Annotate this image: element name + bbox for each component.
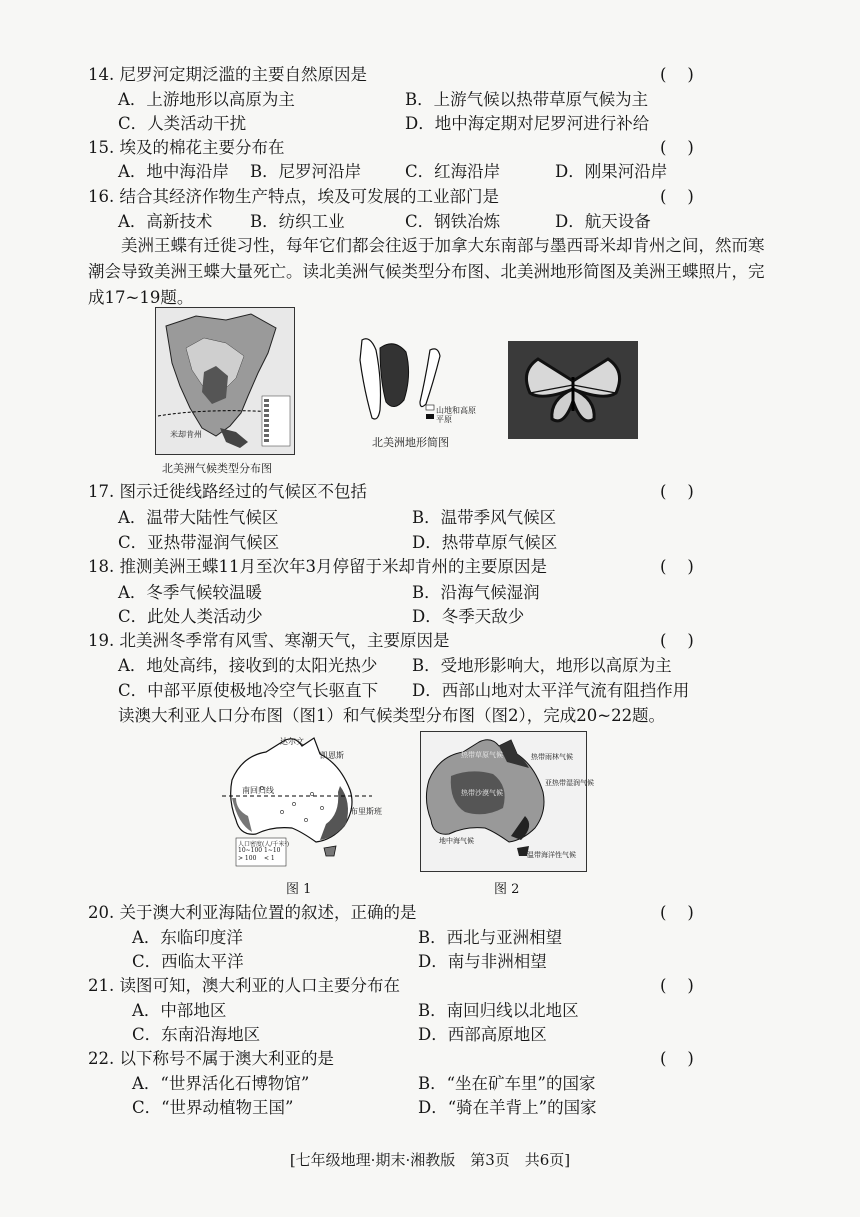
option-20c[interactable]: C．西临太平洋 xyxy=(132,952,244,971)
option-18a[interactable]: A．冬季气候较温暖 xyxy=(118,583,262,602)
option-17c[interactable]: C．亚热带湿润气候区 xyxy=(118,533,280,552)
option-21d[interactable]: D．西部高原地区 xyxy=(418,1025,547,1044)
option-18b[interactable]: B．沿海气候湿润 xyxy=(412,583,540,602)
na-terrain-caption: 北美洲地形简图 xyxy=(372,436,449,449)
question-18: 18. 推测美洲王蝶11月至次年3月停留于米却肯州的主要原因是 xyxy=(88,557,547,576)
option-15d[interactable]: D．刚果河沿岸 xyxy=(555,162,668,181)
option-21a[interactable]: A．中部地区 xyxy=(132,1001,227,1020)
answer-bracket-14[interactable]: ( ) xyxy=(660,65,694,84)
option-16b[interactable]: B．纺织工业 xyxy=(250,212,345,231)
climate-temperate-oceanic: 温带海洋性气候 xyxy=(527,851,576,859)
option-22c[interactable]: C．“世界动植物王国” xyxy=(132,1098,294,1117)
passage-monarch: 美洲王蝶有迁徙习性，每年它们都会往返于加拿大东南部与墨西哥米却肯州之间，然而寒潮会导致美洲王蝶大量死亡。读北美洲气候类型分布图、北美洲地形简图及美洲王蝶照片，完成17~19题。 xyxy=(88,236,765,307)
option-19a[interactable]: A．地处高纬，接收到的太阳光热少 xyxy=(118,656,378,675)
question-14: 14. 尼罗河定期泛滥的主要自然原因是 xyxy=(88,65,367,84)
na-climate-map xyxy=(155,307,295,455)
butterfly-graphic xyxy=(508,341,638,439)
option-16d[interactable]: D．航天设备 xyxy=(555,212,651,231)
answer-bracket-19[interactable]: ( ) xyxy=(660,631,694,650)
pop-legend-4: < 1 xyxy=(264,855,275,862)
answer-bracket-21[interactable]: ( ) xyxy=(660,976,694,995)
answer-bracket-16[interactable]: ( ) xyxy=(660,187,694,206)
terrain-legend-plain: 平原 xyxy=(436,415,452,424)
option-21c[interactable]: C．东南沿海地区 xyxy=(132,1025,261,1044)
option-20d[interactable]: D．南与非洲相望 xyxy=(418,952,547,971)
michoacan-label: 米却肯州 xyxy=(170,430,202,439)
pop-legend-3: > 100 xyxy=(238,855,257,862)
na-terrain-map xyxy=(350,330,490,430)
option-17b[interactable]: B．温带季风气候区 xyxy=(412,508,557,527)
option-17a[interactable]: A．温带大陆性气候区 xyxy=(118,508,279,527)
monarch-butterfly-photo xyxy=(508,341,638,439)
option-20b[interactable]: B．西北与亚洲相望 xyxy=(418,928,563,947)
option-22b[interactable]: B．“坐在矿车里”的国家 xyxy=(418,1074,596,1093)
option-15b[interactable]: B．尼罗河沿岸 xyxy=(250,162,362,181)
option-20a[interactable]: A．东临印度洋 xyxy=(132,928,243,947)
option-16c[interactable]: C．钢铁冶炼 xyxy=(405,212,501,231)
climate-savanna: 热带草原气候 xyxy=(461,751,503,759)
na-climate-caption: 北美洲气候类型分布图 xyxy=(162,462,272,475)
answer-bracket-18[interactable]: ( ) xyxy=(660,557,694,576)
aus-climate-map xyxy=(420,731,594,872)
option-14d[interactable]: D．地中海定期对尼罗河进行补给 xyxy=(405,114,650,133)
passage-australia: 读澳大利亚人口分布图（图1）和气候类型分布图（图2），完成20~22题。 xyxy=(118,706,666,725)
option-14c[interactable]: C．人类活动干扰 xyxy=(118,114,247,133)
question-19: 19. 北美洲冬季常有风雪、寒潮天气，主要原因是 xyxy=(88,631,450,650)
climate-rainforest: 热带雨林气候 xyxy=(531,753,573,761)
option-18c[interactable]: C．此处人类活动少 xyxy=(118,607,263,626)
question-17: 17. 图示迁徙线路经过的气候区不包括 xyxy=(88,482,367,501)
option-15c[interactable]: C．红海沿岸 xyxy=(405,162,501,181)
option-19d[interactable]: D．西部山地对太平洋气流有阻挡作用 xyxy=(412,681,690,700)
answer-bracket-22[interactable]: ( ) xyxy=(660,1049,694,1068)
climate-desert: 热带沙漠气候 xyxy=(461,789,503,797)
option-14a[interactable]: A．上游地形以高原为主 xyxy=(118,90,295,109)
option-14b[interactable]: B．上游气候以热带草原气候为主 xyxy=(405,90,649,109)
question-20: 20. 关于澳大利亚海陆位置的叙述，正确的是 xyxy=(88,903,417,922)
fig2-caption: 图 2 xyxy=(494,882,520,897)
option-18d[interactable]: D．冬季天敌少 xyxy=(412,607,525,626)
label-cairns: 凯恩斯 xyxy=(320,751,344,760)
option-19c[interactable]: C．中部平原使极地冷空气长驱直下 xyxy=(118,681,379,700)
answer-bracket-20[interactable]: ( ) xyxy=(660,903,694,922)
climate-subtropical: 亚热带湿润气候 xyxy=(545,779,594,787)
aus-population-map xyxy=(222,728,382,868)
option-22a[interactable]: A．“世界活化石博物馆” xyxy=(132,1074,310,1093)
option-15a[interactable]: A．地中海沿岸 xyxy=(118,162,229,181)
question-15: 15. 埃及的棉花主要分布在 xyxy=(88,138,285,157)
terrain-legend-highland: 山地和高原 xyxy=(436,406,476,415)
option-17d[interactable]: D．热带草原气候区 xyxy=(412,533,558,552)
pop-legend-title: 人口密度(人/千米²) xyxy=(238,841,290,848)
question-16: 16. 结合其经济作物生产特点，埃及可发展的工业部门是 xyxy=(88,187,499,206)
pop-legend-1: 10~100 xyxy=(238,847,263,854)
option-19b[interactable]: B．受地形影响大，地形以高原为主 xyxy=(412,656,672,675)
label-brisbane: 布里斯班 xyxy=(350,807,382,816)
climate-mediterranean: 地中海气候 xyxy=(439,837,474,845)
answer-bracket-17[interactable]: ( ) xyxy=(660,482,694,501)
option-21b[interactable]: B．南回归线以北地区 xyxy=(418,1001,579,1020)
question-21: 21. 读图可知，澳大利亚的人口主要分布在 xyxy=(88,976,400,995)
label-tropic: 南回归线 xyxy=(242,786,274,795)
pop-legend-2: 1~10 xyxy=(264,847,281,854)
option-22d[interactable]: D．“骑在羊背上”的国家 xyxy=(418,1098,597,1117)
answer-bracket-15[interactable]: ( ) xyxy=(660,138,694,157)
option-16a[interactable]: A．高新技术 xyxy=(118,212,213,231)
fig1-caption: 图 1 xyxy=(286,882,312,897)
label-darwin: 达尔文 xyxy=(280,737,304,746)
page-footer: [七年级地理·期末·湘教版 第3页 共6页] xyxy=(289,1151,571,1169)
question-22: 22. 以下称号不属于澳大利亚的是 xyxy=(88,1049,334,1068)
